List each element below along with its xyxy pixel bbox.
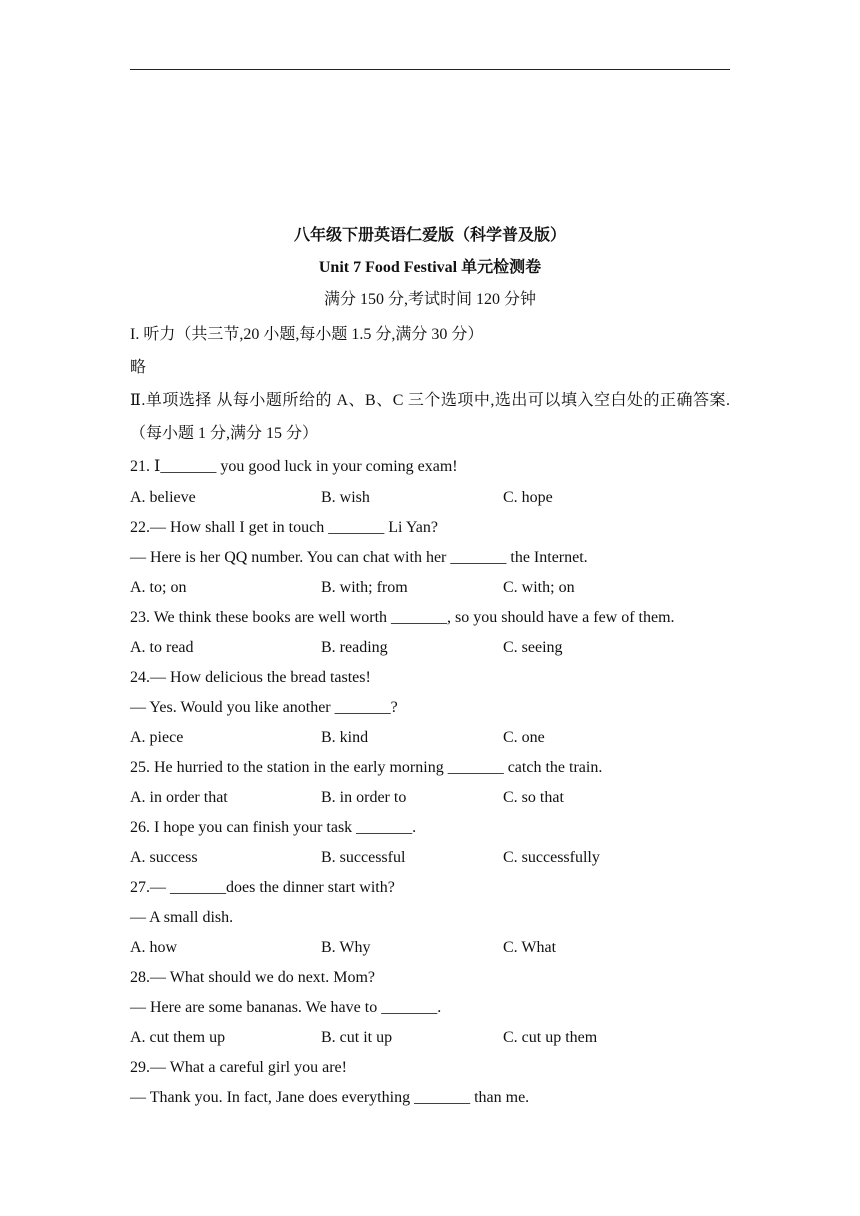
question-25-stem: 25. He hurried to the station in the early morning _______ catch the train. (130, 759, 603, 776)
question-25-options (130, 783, 730, 813)
question-22-options (130, 573, 730, 603)
option-a: A. to; on (130, 579, 187, 596)
option-b: B. wish (321, 489, 370, 506)
option-c: C. so that (503, 789, 564, 806)
question-28-stem: 28.— What should we do next. Mom? (130, 969, 376, 986)
question-28-reply: — Here are some bananas. We have to _______. (130, 999, 442, 1016)
question-26-options (130, 843, 730, 873)
question-22-reply: — Here is her QQ number. You can chat with her _______ the Internet. (130, 549, 588, 566)
option-b: B. Why (321, 939, 371, 956)
option-c: C. What (503, 939, 557, 956)
option-b: B. kind (321, 729, 369, 746)
option-a: A. piece (130, 729, 184, 746)
question-27-reply: — A small dish. (130, 909, 234, 926)
option-a: A. to read (130, 639, 194, 656)
question-29-stem: 29.— What a careful girl you are! (130, 1059, 347, 1076)
option-c: C. hope (503, 489, 553, 506)
option-b: B. with; from (321, 579, 408, 596)
option-a: A. success (130, 849, 198, 866)
question-24-reply: — Yes. Would you like another _______? (130, 699, 398, 716)
option-a: A. how (130, 939, 178, 956)
question-21-stem: 21. Ⅰ_______ you good luck in your coming exam! (130, 458, 458, 475)
question-27-stem: 27.— _______does the dinner start with? (130, 879, 395, 896)
exam-info: 满分 150 分,考试时间 120 分钟 (323, 291, 536, 308)
option-b: B. reading (321, 639, 388, 656)
question-28-options (130, 1023, 730, 1053)
question-26-stem: 26. I hope you can finish your task _______. (130, 819, 417, 836)
question-23-options (130, 633, 730, 663)
exam-title: 八年级下册英语仁爱版（科学普及版） (293, 227, 566, 244)
option-c: C. cut up them (503, 1029, 598, 1046)
option-b: B. successful (321, 849, 406, 866)
header-rule (130, 69, 730, 70)
exam-subtitle: Unit 7 Food Festival 单元检测卷 (318, 259, 542, 276)
option-b: B. in order to (321, 789, 407, 806)
question-29-reply: — Thank you. In fact, Jane does everything _______ than me. (130, 1089, 530, 1106)
exam-content (130, 220, 730, 1113)
question-22-stem: 22.— How shall I get in touch _______ Li Yan? (130, 519, 438, 536)
option-a: A. believe (130, 489, 196, 506)
option-b: B. cut it up (321, 1029, 393, 1046)
section1-heading: I. 听力（共三节,20 小题,每小题 1.5 分,满分 30 分） (130, 326, 484, 343)
question-23-stem: 23. We think these books are well worth _______, so you should have a few of them. (130, 609, 675, 626)
section1-note: 略 (130, 359, 147, 376)
section2-heading: Ⅱ.单项选择 从每小题所给的 A、B、C 三个选项中,选出可以填入空白处的正确答案.（每小题 1 分,满分 15 分） (130, 392, 730, 442)
option-c: C. seeing (503, 639, 563, 656)
option-a: A. cut them up (130, 1029, 226, 1046)
question-21-options (130, 483, 730, 513)
option-a: A. in order that (130, 789, 228, 806)
question-24-options (130, 723, 730, 753)
question-27-options (130, 933, 730, 963)
option-c: C. successfully (503, 849, 600, 866)
option-c: C. one (503, 729, 545, 746)
question-24-stem: 24.— How delicious the bread tastes! (130, 669, 371, 686)
option-c: C. with; on (503, 579, 575, 596)
